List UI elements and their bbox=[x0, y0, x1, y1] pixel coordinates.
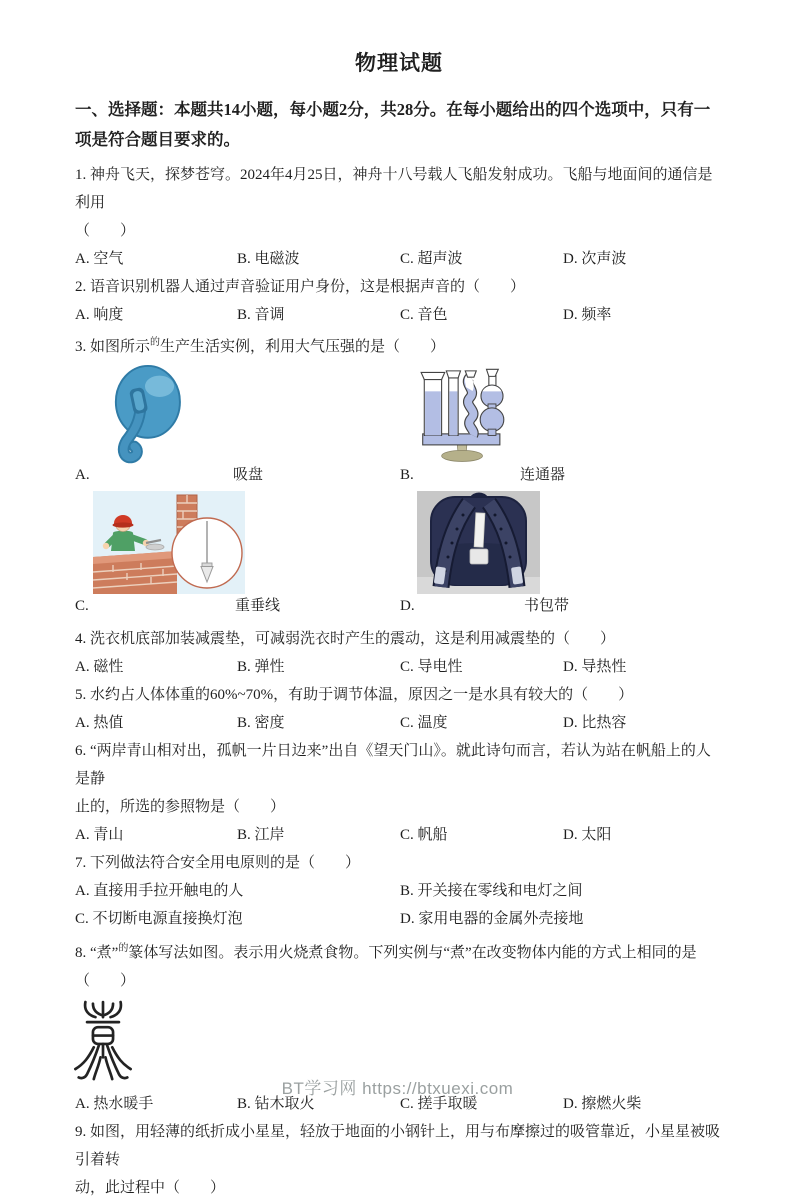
q1-option-c: C. 超声波 bbox=[400, 251, 463, 267]
question-9-text-line1: 9. 如图，用轻薄的纸折成小星星，轻放于地面的小钢针上，用与布摩擦过的吸管靠近，小星星被吸引着转 bbox=[75, 1124, 721, 1168]
question-2 bbox=[75, 273, 723, 329]
q3-option-d-cell bbox=[400, 491, 723, 618]
q2-option-c: C. 音色 bbox=[400, 307, 448, 323]
q3-option-b-caption: 连通器 bbox=[520, 467, 566, 483]
q5-option-c: C. 温度 bbox=[400, 715, 448, 731]
section-heading-line2: 项是符合题目要求的。 bbox=[75, 130, 240, 149]
q8-option-d: D. 擦燃火柴 bbox=[563, 1096, 642, 1112]
q5-option-b: B. 密度 bbox=[237, 715, 285, 731]
question-7-text: 7. 下列做法符合安全用电原则的是（ ） bbox=[75, 855, 361, 871]
q1-option-b: B. 电磁波 bbox=[237, 251, 300, 267]
q3-option-a-caption: 吸盘 bbox=[233, 467, 264, 483]
question-9-text-line2: 动，此过程中（ ） bbox=[75, 1180, 226, 1196]
section-heading bbox=[75, 95, 723, 155]
q8-option-a: A. 热水暖手 bbox=[75, 1096, 154, 1112]
q4-option-c: C. 导电性 bbox=[400, 659, 463, 675]
q6-option-b: B. 江岸 bbox=[237, 827, 285, 843]
question-5 bbox=[75, 681, 723, 737]
q3-text-post: 生产生活实例，利用大气压强的是（ ） bbox=[160, 339, 446, 355]
question-7-options bbox=[75, 877, 723, 933]
question-5-text: 5. 水约占人体体重的60%~70%，有助于调节体温，原因之一是水具有较大的（ ） bbox=[75, 687, 634, 703]
q3-text-pre: 3. 如图所示 bbox=[75, 339, 151, 355]
q3-superscript: 的 bbox=[150, 337, 161, 348]
q2-option-a: A. 响度 bbox=[75, 307, 124, 323]
q1-option-d: D. 次声波 bbox=[563, 251, 627, 267]
q5-option-a: A. 热值 bbox=[75, 715, 124, 731]
plumb-line-image bbox=[93, 491, 245, 594]
q8-text-pre: 8. “煮” bbox=[75, 945, 119, 961]
question-6-options bbox=[75, 821, 723, 849]
q3-option-c-label bbox=[75, 594, 400, 618]
question-6 bbox=[75, 737, 723, 849]
q3-option-c-letter: C. bbox=[75, 598, 89, 614]
question-6-text-line2: 止的，所选的参照物是（ ） bbox=[75, 799, 286, 815]
q8-text-post: 篆体写法如图。表示用火烧煮食物。下列实例与“煮”在改变物体内能的方式上相同的是 bbox=[128, 945, 697, 961]
question-9 bbox=[75, 1118, 723, 1202]
q3-option-b-label bbox=[400, 463, 723, 487]
q3-image-row-2 bbox=[75, 491, 723, 618]
question-2-options bbox=[75, 301, 723, 329]
question-3 bbox=[75, 329, 723, 618]
q7-option-d: D. 家用电器的金属外壳接地 bbox=[400, 911, 584, 927]
question-1-answer-bracket: （ ） bbox=[75, 223, 136, 239]
q4-option-a: A. 磁性 bbox=[75, 659, 124, 675]
question-2-text: 2. 语音识别机器人通过声音验证用户身份，这是根据声音的（ ） bbox=[75, 279, 526, 295]
suction-cup-image bbox=[105, 363, 183, 463]
q3-option-c-cell bbox=[75, 491, 400, 618]
question-7 bbox=[75, 849, 723, 933]
q3-option-d-caption: 书包带 bbox=[524, 598, 570, 614]
communicating-vessels-image bbox=[413, 363, 508, 463]
q7-option-c: C. 不切断电源直接换灯泡 bbox=[75, 911, 243, 927]
question-8-text bbox=[75, 935, 723, 967]
q8-option-c: C. 搓手取暖 bbox=[400, 1096, 478, 1112]
q6-option-a: A. 青山 bbox=[75, 827, 124, 843]
q3-option-a-letter: A. bbox=[75, 467, 90, 483]
q4-option-b: B. 弹性 bbox=[237, 659, 285, 675]
question-1-options bbox=[75, 245, 723, 273]
q8-option-b: B. 钻木取火 bbox=[237, 1096, 315, 1112]
question-5-options bbox=[75, 709, 723, 737]
q5-option-d: D. 比热容 bbox=[563, 715, 627, 731]
question-6-text-line1: 6. “两岸青山相对出，孤帆一片日边来”出自《望天门山》。就此诗句而言，若认为站在帆船上的人是静 bbox=[75, 743, 711, 787]
footer-watermark bbox=[0, 1074, 795, 1099]
q2-option-b: B. 音调 bbox=[237, 307, 285, 323]
q6-option-d: D. 太阳 bbox=[563, 827, 612, 843]
q7-option-b: B. 开关接在零线和电灯之间 bbox=[400, 883, 583, 899]
q8-superscript: 的 bbox=[118, 943, 129, 954]
q3-option-c-caption: 重垂线 bbox=[235, 598, 281, 614]
q4-option-d: D. 导热性 bbox=[563, 659, 627, 675]
question-1-text-line1: 1. 神舟飞天，探梦苍穹。2024年4月25日，神舟十八号载人飞船发射成功。飞船与地面间的通信是利用 bbox=[75, 167, 713, 211]
q3-option-d-letter: D. bbox=[400, 598, 415, 614]
backpack-straps-image bbox=[417, 491, 540, 594]
q7-option-a: A. 直接用手拉开触电的人 bbox=[75, 883, 244, 899]
q3-option-a-label bbox=[75, 463, 400, 487]
q1-option-a: A. 空气 bbox=[75, 251, 124, 267]
q3-option-a-cell bbox=[75, 363, 400, 487]
q6-option-c: C. 帆船 bbox=[400, 827, 448, 843]
q3-option-d-label bbox=[400, 594, 723, 618]
footer-link[interactable]: BT学习网 https://btxuexi.com bbox=[281, 1079, 514, 1098]
q3-image-row-1 bbox=[75, 363, 723, 487]
question-3-text bbox=[75, 329, 723, 361]
q3-option-b-cell bbox=[400, 363, 723, 487]
q2-option-d: D. 频率 bbox=[563, 307, 612, 323]
section-heading-line1: 一、选择题：本题共14小题，每小题2分，共28分。在每小题给出的四个选项中，只有一 bbox=[75, 100, 711, 119]
question-8-answer-bracket: （ ） bbox=[75, 973, 136, 989]
question-4 bbox=[75, 625, 723, 681]
question-4-text: 4. 洗衣机底部加装减震垫，可减弱洗衣时产生的震动，这是利用减震垫的（ ） bbox=[75, 631, 616, 647]
question-1 bbox=[75, 161, 723, 273]
q3-option-b-letter: B. bbox=[400, 467, 414, 483]
question-4-options bbox=[75, 653, 723, 681]
page-title: 物理试题 bbox=[355, 51, 443, 75]
